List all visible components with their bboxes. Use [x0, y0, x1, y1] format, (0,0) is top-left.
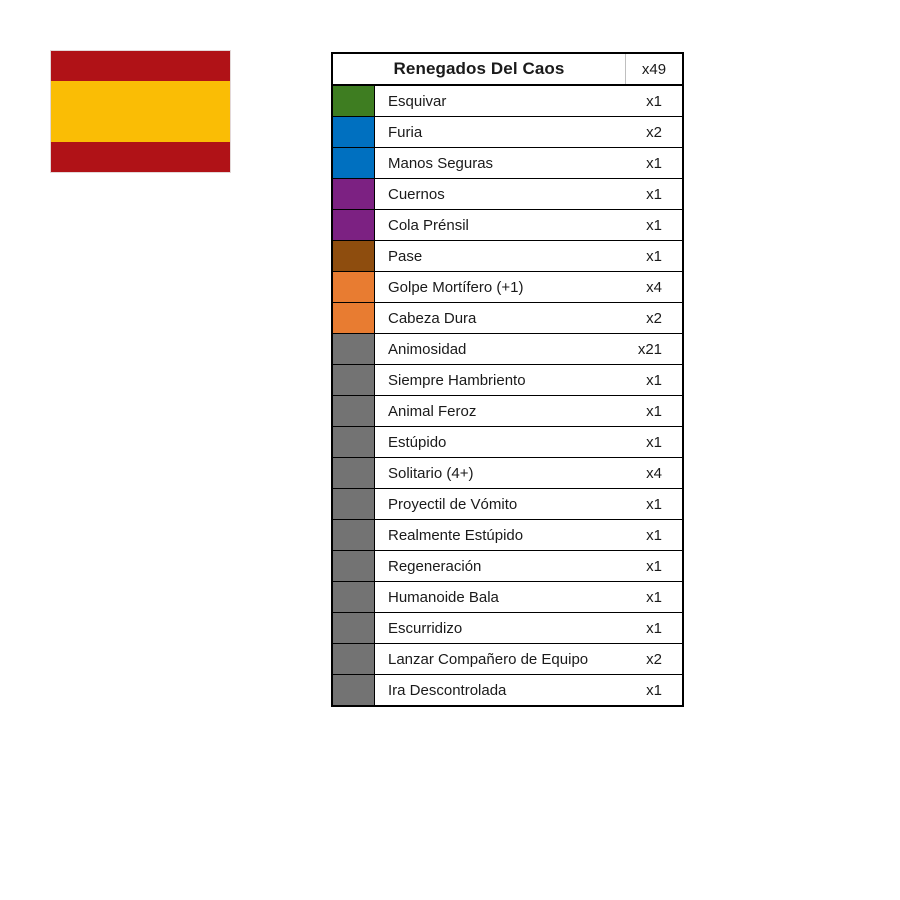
skill-count: x1 [646, 371, 662, 389]
table-row [333, 210, 682, 241]
category-color-swatch [333, 489, 375, 519]
table-row [333, 520, 682, 551]
flag-band-red-top [51, 51, 230, 81]
category-color-swatch [333, 148, 375, 178]
category-color-swatch [333, 458, 375, 488]
skill-count: x1 [646, 154, 662, 172]
category-color-swatch [333, 551, 375, 581]
skill-count: x1 [646, 681, 662, 699]
category-color-swatch [333, 86, 375, 116]
skill-count: x1 [646, 92, 662, 110]
table-row [333, 396, 682, 427]
skill-label: Proyectil de Vómito [388, 495, 518, 513]
category-color-swatch [333, 241, 375, 271]
category-color-swatch [333, 272, 375, 302]
roster-total-count: x49 [641, 60, 667, 78]
skill-count: x1 [646, 402, 662, 420]
flag-band-yellow [51, 81, 230, 142]
table-row [333, 427, 682, 458]
roster-header-row [333, 54, 682, 86]
skill-count: x1 [646, 247, 662, 265]
category-color-swatch [333, 520, 375, 550]
skill-label: Escurridizo [388, 619, 463, 637]
table-row [333, 272, 682, 303]
skill-label: Animosidad [388, 340, 467, 358]
table-row [333, 644, 682, 675]
skill-label: Manos Seguras [388, 154, 494, 172]
skill-count: x1 [646, 495, 662, 513]
category-color-swatch [333, 210, 375, 240]
table-row [333, 551, 682, 582]
roster-body [333, 86, 682, 705]
skill-label: Lanzar Compañero de Equipo [388, 650, 589, 668]
skill-label: Estúpido [388, 433, 447, 451]
skill-label: Furia [388, 123, 423, 141]
skill-count: x2 [646, 309, 662, 327]
skill-label: Animal Feroz [388, 402, 477, 420]
skill-label: Cola Prénsil [388, 216, 469, 234]
skill-count: x1 [646, 557, 662, 575]
table-row [333, 489, 682, 520]
table-row [333, 86, 682, 117]
category-color-swatch [333, 365, 375, 395]
skill-label: Regeneración [388, 557, 482, 575]
skill-count: x4 [646, 278, 662, 296]
skill-label: Humanoide Bala [388, 588, 499, 606]
table-row [333, 613, 682, 644]
category-color-swatch [333, 334, 375, 364]
skill-label: Realmente Estúpido [388, 526, 524, 544]
skill-count: x2 [646, 650, 662, 668]
skill-count: x1 [646, 619, 662, 637]
skill-count: x2 [646, 123, 662, 141]
category-color-swatch [333, 179, 375, 209]
category-color-swatch [333, 613, 375, 643]
skill-label: Cuernos [388, 185, 445, 203]
table-row [333, 241, 682, 272]
category-color-swatch [333, 644, 375, 674]
flag-band-red-bottom [51, 142, 230, 172]
table-row [333, 334, 682, 365]
category-color-swatch [333, 117, 375, 147]
table-row [333, 582, 682, 613]
table-row [333, 675, 682, 705]
skill-roster-table [331, 52, 684, 707]
roster-title: Renegados Del Caos [333, 54, 626, 84]
skill-label: Cabeza Dura [388, 309, 477, 327]
table-row [333, 365, 682, 396]
skill-label: Esquivar [388, 92, 447, 110]
category-color-swatch [333, 675, 375, 705]
table-row [333, 117, 682, 148]
skill-count: x1 [646, 433, 662, 451]
skill-label: Siempre Hambriento [388, 371, 526, 389]
category-color-swatch [333, 396, 375, 426]
table-row [333, 303, 682, 334]
skill-count: x1 [646, 216, 662, 234]
skill-label: Golpe Mortífero (+1) [388, 278, 524, 296]
category-color-swatch [333, 582, 375, 612]
skill-count: x1 [646, 588, 662, 606]
spain-flag [51, 51, 230, 172]
skill-label: Solitario (4+) [388, 464, 474, 482]
category-color-swatch [333, 303, 375, 333]
skill-label: Ira Descontrolada [388, 681, 507, 699]
skill-count: x1 [646, 526, 662, 544]
table-row [333, 179, 682, 210]
skill-count: x21 [637, 340, 662, 358]
skill-label: Pase [388, 247, 423, 265]
skill-count: x1 [646, 185, 662, 203]
table-row [333, 148, 682, 179]
table-row [333, 458, 682, 489]
skill-count: x4 [646, 464, 662, 482]
category-color-swatch [333, 427, 375, 457]
